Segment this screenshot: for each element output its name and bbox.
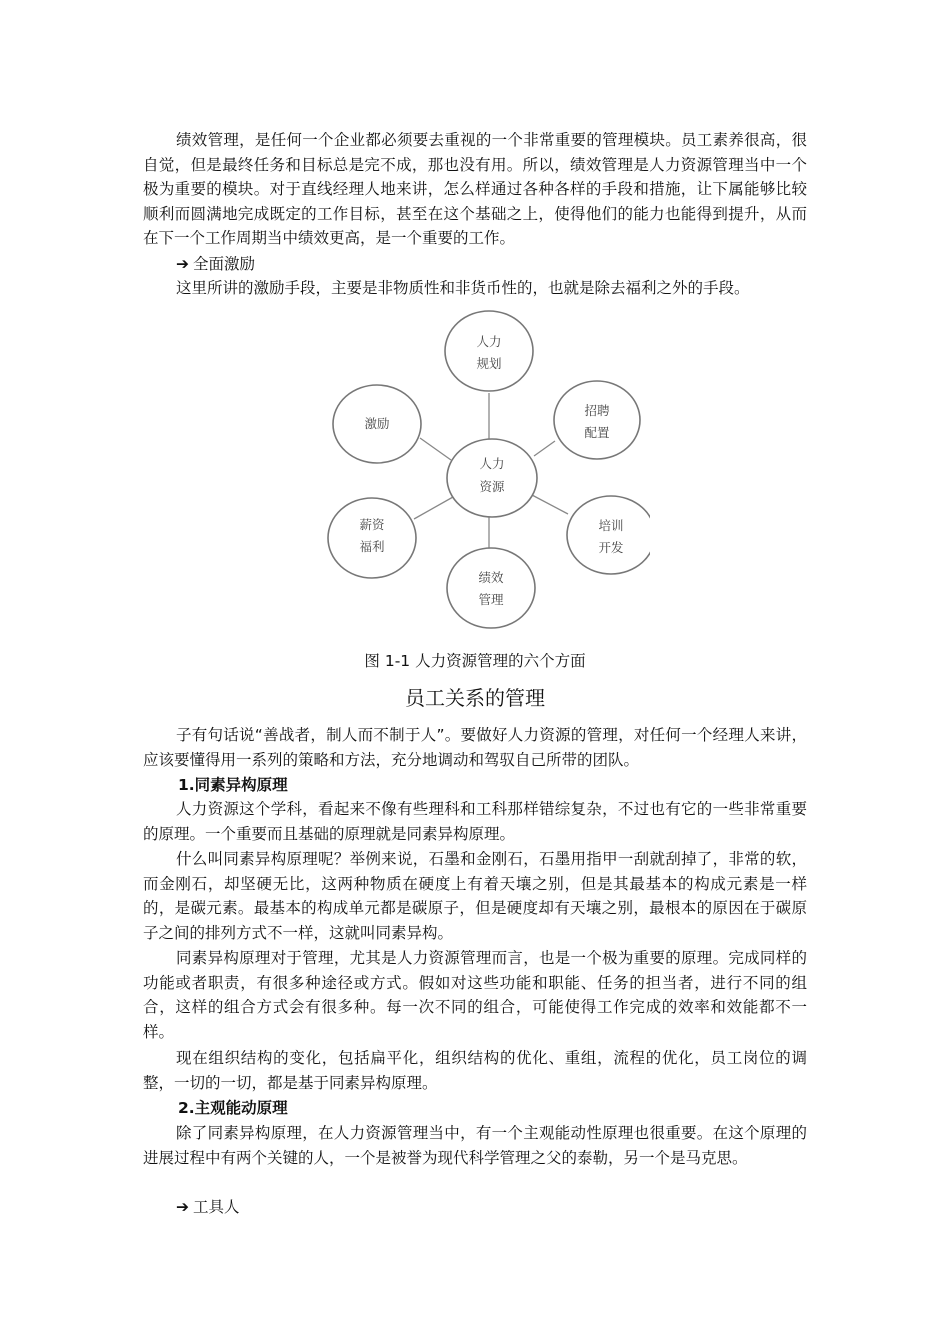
node-bottom-line1: 绩效 [478, 570, 504, 585]
node-hr-center [447, 439, 537, 517]
paragraph-performance-management: 绩效管理，是任何一个企业都必须要去重视的一个非常重要的管理模块。员工素养很高，很自觉，但是最终任务和目标总是完不成，那也没有用。所以，绩效管理是人力资源管理当中一个极为重要的模块。对于直线经理人地来讲，怎么样通过各种各样的手段和措施，让下属能够比较顺利而圆满地完成既定的工作目标，甚至在这个基础之上，使得他们的能力也能得到提升，从而在下一个工作周期当中绩效更高，是一个重要的工作。 [143, 131, 807, 247]
hr-six-aspects-diagram [310, 308, 650, 640]
paragraph-hr-discipline: 人力资源这个学科，看起来不像有些理科和工科那样错综复杂，不过也有它的一些非常重要的原理。一个重要而且基础的原理就是同素异构原理。 [143, 800, 807, 843]
node-performance [447, 548, 535, 628]
node-lower-right-line2: 开发 [598, 540, 624, 555]
node-lower-left-line2: 福利 [359, 539, 385, 554]
node-upper-right-line2: 配置 [584, 425, 610, 440]
node-center-line1: 人力 [479, 456, 505, 471]
connector-upper-right [534, 441, 555, 456]
arrow-icon: ➔ [176, 1198, 189, 1216]
connector-lower-right [532, 495, 568, 514]
paragraph-taylor-marx: 除了同素异构原理，在人力资源管理当中，有一个主观能动性原理也很重要。在这个原理的进展过程中有两个关键的人，一个是被誉为现代科学管理之父的泰勒，另一个是马克思。 [143, 1124, 807, 1167]
heading-isomerism-principle: 1.同素异构原理 [178, 776, 288, 794]
heading-initiative-principle: 2.主观能动原理 [178, 1099, 288, 1117]
node-lower-left-line1: 薪资 [359, 517, 385, 532]
paragraph-graphite-diamond: 什么叫同素异构原理呢？举例来说，石墨和金刚石，石墨用指甲一刮就刮掉了，非常的软，而金刚石，却坚硬无比，这两种物质在硬度上有着天壤之别，但是其最基本的构成元素是一样的，是碳元素。最基本的构成单元都是碳原子，但是硬度却有天壤之别，最根本的原因在于碳原子之间的排列方式不一样，这就叫同素异构。 [143, 850, 807, 942]
bullet-label: 工具人 [193, 1198, 240, 1216]
paragraph-sun-tzu: 子有句话说“善战者，制人而不制于人”。要做好人力资源的管理，对任何一个经理人来讲，应该要懂得用一系列的策略和方法，充分地调动和驾驭自己所带的团队。 [143, 726, 807, 769]
bullet-label: 全面激励 [193, 255, 256, 273]
node-compensation [328, 498, 416, 578]
section-title: 员工关系的管理 [405, 686, 545, 710]
paragraph-isomerism-management: 同素异构原理对于管理，尤其是人力资源管理而言，也是一个极为重要的原理。完成同样的功能或者职责，有很多种途径或方式。假如对这些功能和职能、任务的担当者，进行不同的组合，这样的组合方式会有很多种。每一次不同的组合，可能使得工作完成的效率和效能都不一样。 [143, 949, 807, 1041]
node-center-line2: 资源 [479, 479, 505, 494]
node-upper-left-line1: 激励 [364, 416, 390, 431]
node-top-line2: 规划 [476, 356, 502, 371]
arrow-icon: ➔ [176, 255, 189, 273]
node-recruitment [554, 381, 640, 459]
paragraph-incentive-means: 这里所讲的激励手段，主要是非物质性和非货币性的，也就是除去福利之外的手段。 [176, 279, 750, 297]
connector-upper-left [420, 438, 451, 460]
node-upper-right-line1: 招聘 [584, 403, 610, 418]
node-hr-planning [445, 311, 533, 391]
connector-lower-left [414, 497, 453, 519]
node-lower-right-line1: 培训 [598, 518, 624, 533]
node-training [567, 496, 650, 574]
paragraph-org-structure: 现在组织结构的变化，包括扁平化，组织结构的优化、重组，流程的优化，员工岗位的调整，一切的一切，都是基于同素异构原理。 [143, 1049, 807, 1092]
bullet-comprehensive-incentive [176, 252, 255, 276]
node-top-line1: 人力 [476, 334, 502, 349]
figure-caption: 图 1-1 人力资源管理的六个方面 [364, 652, 586, 670]
node-bottom-line2: 管理 [478, 592, 504, 607]
bullet-tool-man [176, 1195, 240, 1219]
